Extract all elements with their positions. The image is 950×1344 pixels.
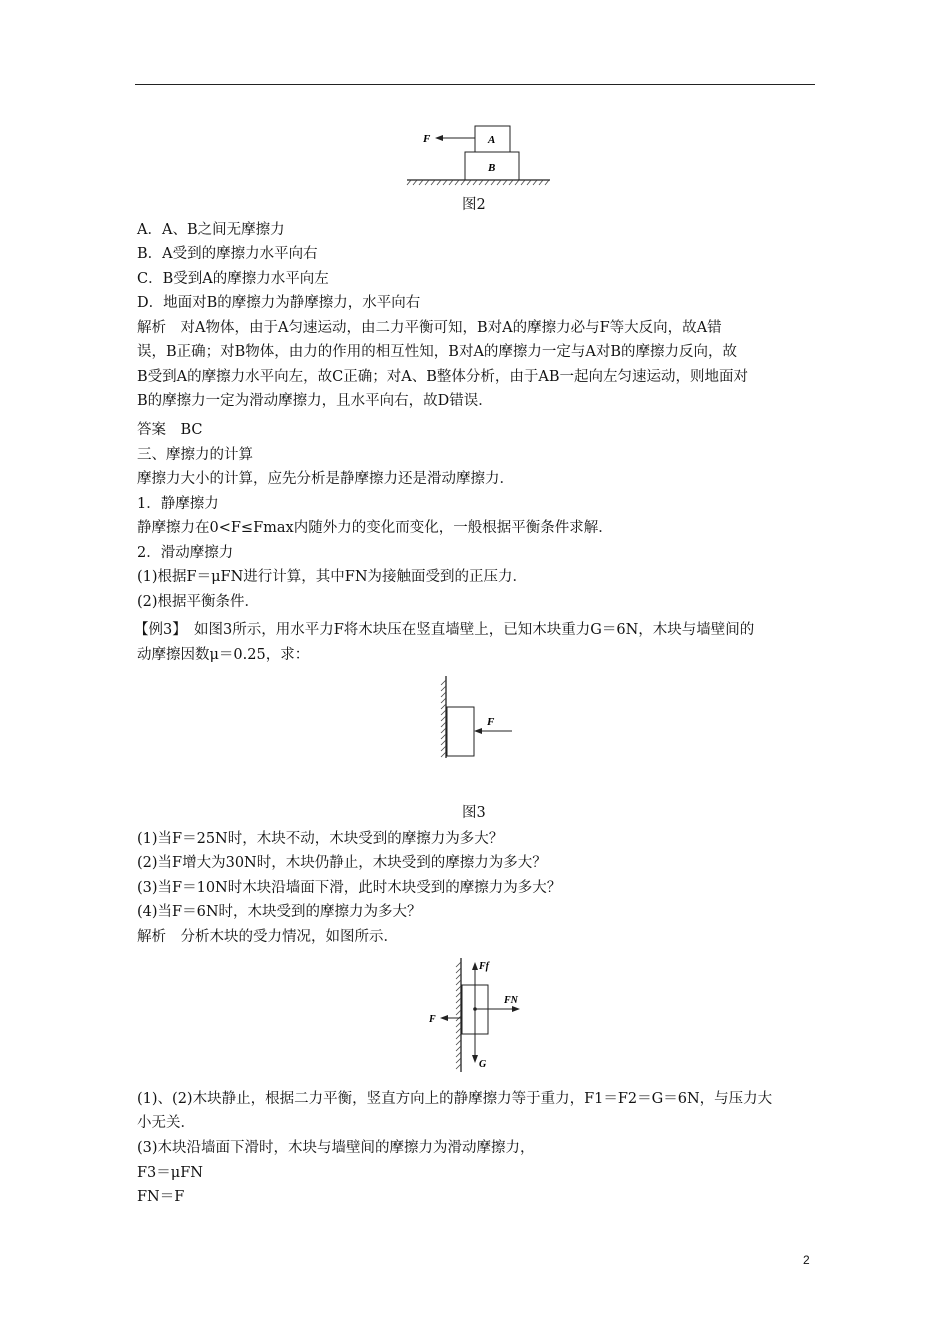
question-1: (1)当F＝25N时，木块不动，木块受到的摩擦力为多大？ (137, 831, 504, 847)
formula-fn: FN＝F (137, 1189, 185, 1205)
figure-2-label-A: A (488, 134, 496, 146)
option-c: C．B受到A的摩擦力水平向左 (137, 271, 329, 287)
static-friction-text: 静摩擦力在0<F≤Fmax内随外力的变化而变化，一般根据平衡条件求解． (137, 520, 613, 536)
figure-3-label-F: F (487, 716, 495, 728)
question-2: (2)当F增大为30N时，木块仍静止，木块受到的摩擦力为多大？ (137, 855, 547, 871)
section-intro: 摩擦力大小的计算，应先分析是静摩擦力还是滑动摩擦力． (137, 471, 514, 487)
figure-3-caption: 图3 (462, 805, 486, 821)
example-3-line-1: 【例3】 如图3所示，用水平力F将木块压在竖直墙壁上，已知木块重力G＝6N，木块与墙壁间的 (134, 622, 755, 638)
solution-line-3: (3)木块沿墙面下滑时，木块与墙壁间的摩擦力为滑动摩擦力， (137, 1140, 535, 1156)
page-number: 2 (803, 1253, 810, 1267)
analysis-line-4: B的摩擦力一定为滑动摩擦力，且水平向右，故D错误． (137, 393, 493, 409)
analysis-line-2: 误，B正确；对B物体，由力的作用的相互性知，B对A的摩擦力一定与A对B的摩擦力反向，故 (137, 344, 738, 360)
solution-line-2: 小无关． (137, 1115, 195, 1131)
figure-2-label-F: F (423, 133, 431, 145)
figure-4-force-diagram (424, 956, 534, 1076)
question-3: (3)当F＝10N时木块沿墙面下滑，此时木块受到的摩擦力为多大？ (137, 880, 562, 896)
option-d: D．地面对B的摩擦力为静摩擦力，水平向右 (137, 295, 421, 311)
subheading-static-friction: 1．静摩擦力 (137, 496, 219, 512)
figure-4-label-Ff: Ff (479, 961, 489, 972)
header-rule (135, 84, 815, 85)
option-a: A．A、B之间无摩擦力 (137, 222, 285, 238)
sliding-friction-item-1: (1)根据F＝μFN进行计算，其中FN为接触面受到的正压力． (137, 569, 528, 585)
figure-2-caption: 图2 (462, 197, 486, 213)
sliding-friction-item-2: (2)根据平衡条件． (137, 594, 260, 610)
figure-3-wall-diagram (430, 676, 520, 760)
figure-2-label-B: B (488, 162, 496, 174)
analysis-intro: 解析 分析木块的受力情况，如图所示． (137, 929, 398, 945)
question-4: (4)当F＝6N时，木块受到的摩擦力为多大？ (137, 904, 422, 920)
figure-4-label-F: F (429, 1014, 436, 1025)
section-heading: 三、摩擦力的计算 (137, 447, 253, 463)
solution-line-1: (1)、(2)木块静止，根据二力平衡，竖直方向上的静摩擦力等于重力，F1＝F2＝G＝6N，与压力大 (137, 1091, 773, 1107)
option-b: B．A受到的摩擦力水平向右 (137, 246, 318, 262)
analysis-line-3: B受到A的摩擦力水平向左，故C正确；对A、B整体分析，由于AB一起向左匀速运动，则地面对 (137, 369, 748, 385)
analysis-line-1: 解析 对A物体，由于A匀速运动，由二力平衡可知，B对A的摩擦力必与F等大反向，故A错 (137, 320, 722, 336)
subheading-sliding-friction: 2．滑动摩擦力 (137, 545, 234, 561)
figure-2-blocks-diagram (405, 118, 555, 190)
formula-f3: F3＝μFN (137, 1165, 203, 1181)
answer-line: 答案 BC (137, 422, 203, 438)
figure-4-label-FN: FN (504, 995, 518, 1006)
example-3-line-2: 动摩擦因数μ＝0.25，求： (137, 647, 310, 663)
figure-4-label-G: G (479, 1059, 487, 1070)
